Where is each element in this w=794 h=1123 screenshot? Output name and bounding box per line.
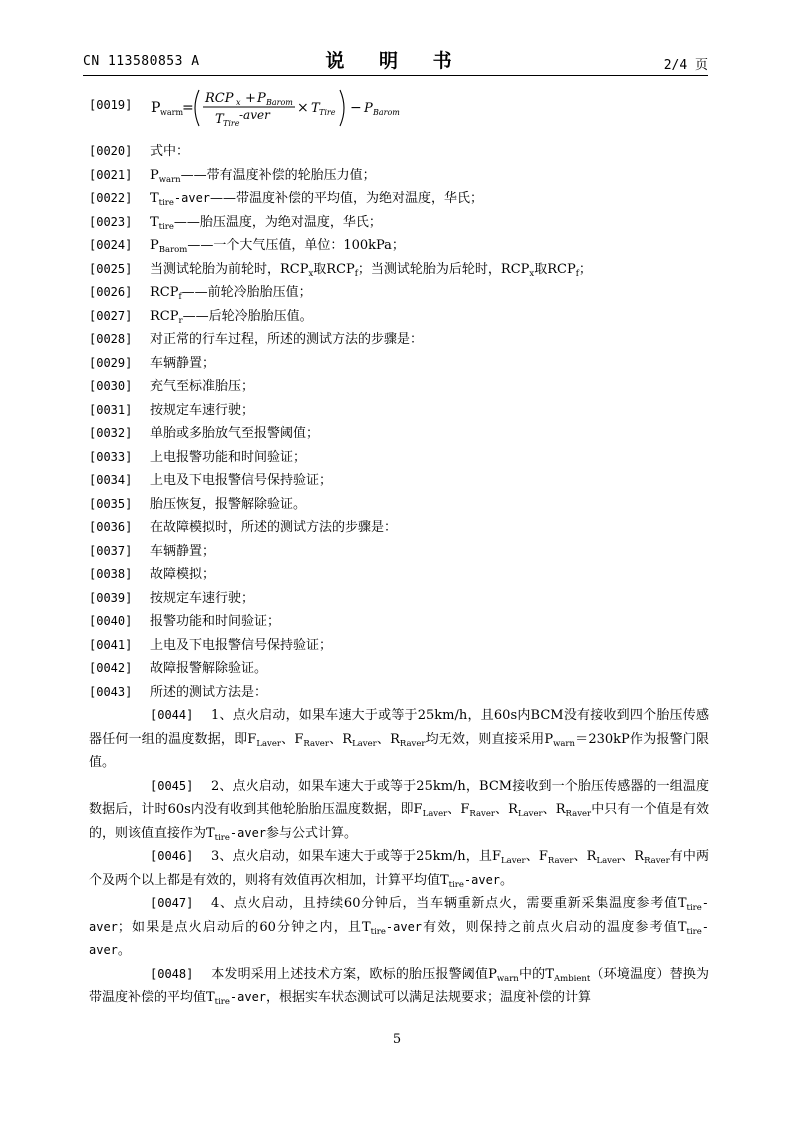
paragraph [89,328,709,352]
paragraph-number: [0048] [150,966,194,981]
text-run: 式中： [150,144,190,159]
formula-mul-a: T [311,101,320,116]
paragraph [89,540,709,564]
text-run: 上电及下电报警信号保持验证； [150,637,333,653]
subscript: Raver [547,856,574,866]
text-run: 、F [447,802,470,817]
paragraph [89,446,709,470]
paragraph-text [150,446,709,470]
text-run: 本发明采用上述技术方案，欧标的胎压报警阈值P [211,966,497,982]
formula-minus: − [350,100,362,116]
paragraph-number: [0047] [150,896,194,910]
subscript: f [575,268,579,279]
paragraph [89,211,709,235]
paragraph-number: [0043] [89,684,133,699]
subscript: Laver [422,809,448,819]
text-run: 、R [494,802,518,817]
paragraph-text [150,681,709,705]
paragraph [89,140,709,164]
paragraph-text [150,540,709,564]
paragraph-text [150,634,709,658]
text-run: 取RCP [313,261,355,277]
subscript: Laver [352,738,377,749]
paragraph-number: [0020] [89,144,133,158]
paragraph-text [150,352,709,376]
text-run: P [150,238,159,253]
subscript: Raver [399,738,426,749]
formula-num-b: P [257,91,266,106]
subscript: tire [686,903,702,913]
text-run: 、R [376,731,400,747]
warning-threshold-formula [149,86,449,130]
document-title: 说 明 书 [325,50,466,72]
formula-num-a: RCP [205,91,234,106]
subscript: x [529,268,535,279]
subscript: Laver [256,738,281,749]
text-run: 报警功能和时间验证； [150,614,281,629]
paragraph-number: [0045] [150,778,194,793]
text-run: 有效，则保持之前点火启动的温度参考值T [422,919,687,935]
text-run: 、F [525,849,548,864]
paragraph-text [150,399,709,423]
text-run: 3、点火启动，如果车速大于或等于25km/h，且F [211,849,501,864]
formula-mul-a-sub: Tire [319,108,336,117]
paragraph [89,892,709,963]
text-run: ——后轮冷胎胎压值。 [182,308,313,324]
paragraph [89,681,709,705]
paragraph-text [150,164,709,188]
paragraph-number: [0027] [89,308,133,323]
text-run: 、R [621,849,645,864]
paragraph-number: [0034] [89,473,133,487]
subscript: Laver [517,809,543,819]
text-run: 、R [328,731,353,747]
paragraph-number: [0030] [89,379,133,393]
formula-paren-left [195,90,199,126]
formula-paren-right [340,90,344,126]
paragraph-number: [0031] [89,402,133,417]
subscript: tire [214,832,230,843]
text-run: 在故障模拟时，所述的测试方法的步骤是： [150,520,398,535]
text-run: 充气至标准胎压； [150,379,255,394]
paragraph-text [89,775,709,846]
paragraph [89,516,709,540]
page-info: 2/4 页 [663,58,708,73]
formula-num-a-sub: x [236,98,241,107]
paragraph-number: [0035] [89,496,133,511]
subscript: Barom [158,245,188,255]
formula-lhs-sub: warm [160,108,184,117]
text-run: 1、点火启动，如果车速大于或等于25km/h，且60s内BCM没有接收到四个胎压传感器任何一组的温度数据，即F [89,708,709,747]
text-run: ——带温度补偿的平均值，为绝对温度，华氏； [210,191,484,206]
paragraph-number: [0026] [89,285,133,299]
text-run: 单胎或多胎放气至报警阈值； [150,426,320,441]
paragraph-number: [0028] [89,332,133,346]
text-run: ——前轮冷胎胎压值； [181,285,312,300]
paragraph-text [150,469,709,493]
paragraph-number: [0033] [89,449,133,464]
paragraph [89,422,709,446]
paragraph [89,352,709,376]
paragraph-number: [0041] [89,637,133,652]
text-run: 胎压恢复，报警解除验证。 [150,496,307,512]
text-run: ，根据实车状态测试可以满足法规要求；温度补偿的计算 [266,990,592,1005]
paragraph-text [150,187,709,211]
paragraph-number: [0023] [89,214,133,229]
paragraph-number: [0029] [89,355,133,370]
mono-run: -aver [385,919,423,934]
formula-tail-a-sub: Barom [373,108,400,117]
subscript: r [178,315,183,326]
subscript: Laver [500,856,526,866]
page-header [83,44,708,74]
paragraph [89,963,709,1010]
text-run: ——胎压温度，为绝对温度，华氏； [173,214,382,230]
paragraph [89,634,709,658]
subscript: tire [686,926,702,937]
formula-eq: = [182,100,194,116]
subscript: Ambient [554,973,591,984]
paragraph [89,469,709,493]
paragraph [89,305,709,329]
paragraph-text [150,211,709,235]
header-rule [83,75,708,76]
paragraph-text [150,422,709,446]
paragraph-number: [0037] [89,543,133,558]
text-run: 。 [117,943,131,958]
text-run: 所述的测试方法是： [150,684,268,700]
publication-number: CN 113580853 A [83,54,200,69]
paragraph-text [150,281,709,305]
paragraph-text [150,328,709,352]
paragraph-text [150,375,709,399]
mono-run: -aver [89,896,709,934]
paragraph-text [150,610,709,634]
text-run: 故障报警解除验证。 [150,661,268,676]
paragraph-number: [0044] [150,708,194,722]
paragraph [89,493,709,517]
paragraph-number: [0038] [89,567,133,581]
paragraph-text [150,234,709,258]
paragraph-text [89,845,709,892]
paragraph-number: [0040] [89,614,133,628]
paragraph-text [89,963,709,1010]
text-run: 中只有一个值是有效的，则该值直接作为T [89,802,709,841]
text-run: RCP [150,308,179,324]
subscript: tire [158,221,174,232]
subscript: Raver [303,738,329,749]
paragraph [89,281,709,305]
text-run: 4、点火启动，且持续60分钟后，当车辆重新点火，需要重新采集温度参考值T [211,896,687,911]
paragraph [89,164,709,188]
paragraph-text [150,516,709,540]
text-run: ＝230kP作为报警门限值。 [89,731,709,770]
formula-lhs: P [151,100,161,116]
text-run: ； [578,261,592,277]
subscript: f [178,292,182,302]
subscript: f [354,268,358,279]
text-run: 均无效，则直接采用P [425,731,554,747]
text-run: 故障模拟； [150,567,216,582]
subscript: tire [214,997,230,1007]
formula-num-b-sub: Barom [266,98,293,107]
mono-run: -aver [173,191,211,205]
document-body [89,140,709,1010]
paragraph [89,258,709,282]
text-run: 当测试轮胎为前轮时，RCP [150,261,309,277]
page-number: 5 [392,1032,402,1047]
text-run: 取RCP [534,261,576,277]
subscript: x [308,268,314,279]
text-run: 、F [280,731,304,747]
paragraph-number: [0019] [89,98,133,112]
paragraph-number: [0022] [89,191,133,205]
paragraph-number: [0032] [89,426,133,440]
paragraph [89,587,709,611]
paragraph-text [150,563,709,587]
formula-times: × [297,100,309,116]
paragraph [89,563,709,587]
mono-run: -aver [89,919,710,957]
text-run: 有中两个及两个以上都是有效的，则将有效值再次相加，计算平均值T [89,849,709,888]
subscript: warn [496,973,519,984]
paragraph-text [150,258,709,282]
text-run: 。 [500,872,514,888]
paragraph-number: [0042] [89,661,133,675]
text-run: P [150,167,159,183]
paragraph-number: [0036] [89,520,133,534]
subscript: Laver [596,856,622,866]
text-run: 上电报警功能和时间验证； [150,449,307,465]
paragraph [89,610,709,634]
mono-run: -aver [463,872,501,887]
paragraph-text [150,657,709,681]
text-run: 、R [573,849,597,864]
formula-paragraph [89,88,709,128]
paragraph-number: [0024] [89,238,133,252]
text-run: 上电及下电报警信号保持验证； [150,473,333,488]
subscript: tire [370,926,386,937]
text-run: 中的T [518,966,555,982]
text-run: T [150,214,159,230]
paragraph [89,657,709,681]
paragraph-text [150,493,709,517]
text-run: 参与公式计算。 [266,825,358,841]
paragraph-text [89,892,709,963]
subscript: tire [158,198,174,208]
paragraph-number: [0039] [89,590,133,605]
text-run: ——带有温度补偿的轮胎压力值； [180,167,376,183]
subscript: Raver [469,809,495,819]
paragraph-text [150,305,709,329]
text-run: ；当测试轮胎为后轮时，RCP [357,261,530,277]
paragraph [89,375,709,399]
paragraph-text [150,140,709,164]
mono-run: -aver [229,990,267,1004]
paragraph [89,234,709,258]
paragraph-text [150,587,709,611]
text-run: ——一个大气压值，单位：100kPa； [187,238,405,253]
text-run: 对正常的行车过程，所述的测试方法的步骤是： [150,332,424,347]
text-run: ；如果是点火启动后的60分钟之内，且T [117,919,371,935]
text-run: RCP [150,285,179,300]
paragraph-text [89,704,709,775]
paragraph [89,704,709,775]
text-run: 按规定车速行驶； [150,590,255,606]
text-run: （环境温度）替换为带温度补偿的平均值T [89,966,710,1005]
subscript: Raver [565,809,592,819]
paragraph [89,775,709,846]
paragraph-number: [0021] [89,167,133,182]
subscript: Raver [644,856,670,866]
paragraph [89,845,709,892]
formula-den-a: T [215,112,224,127]
text-run: 按规定车速行驶； [150,402,255,418]
paragraph-number: [0046] [150,849,194,863]
mono-run: -aver [229,825,267,840]
formula-tail-a: P [364,101,373,116]
formula-den-b: -aver [239,108,270,122]
text-run: 、R [542,802,566,817]
subscript: warn [158,174,181,185]
formula-den-a-sub: Tire [223,119,240,128]
text-run: 车辆静置； [150,543,216,559]
paragraph-number: [0025] [89,261,133,276]
formula-plus: + [245,91,256,106]
paragraph [89,399,709,423]
paragraph [89,187,709,211]
subscript: tire [448,879,464,890]
subscript: warn [553,738,575,749]
text-run: 车辆静置； [150,355,216,371]
text-run: 2、点火启动，如果车速大于或等于25km/h，BCM接收到一个胎压传感器的一组温度数据后，计时60s内没有收到其他轮胎胎压温度数据，即F [89,778,709,817]
text-run: T [150,191,159,206]
